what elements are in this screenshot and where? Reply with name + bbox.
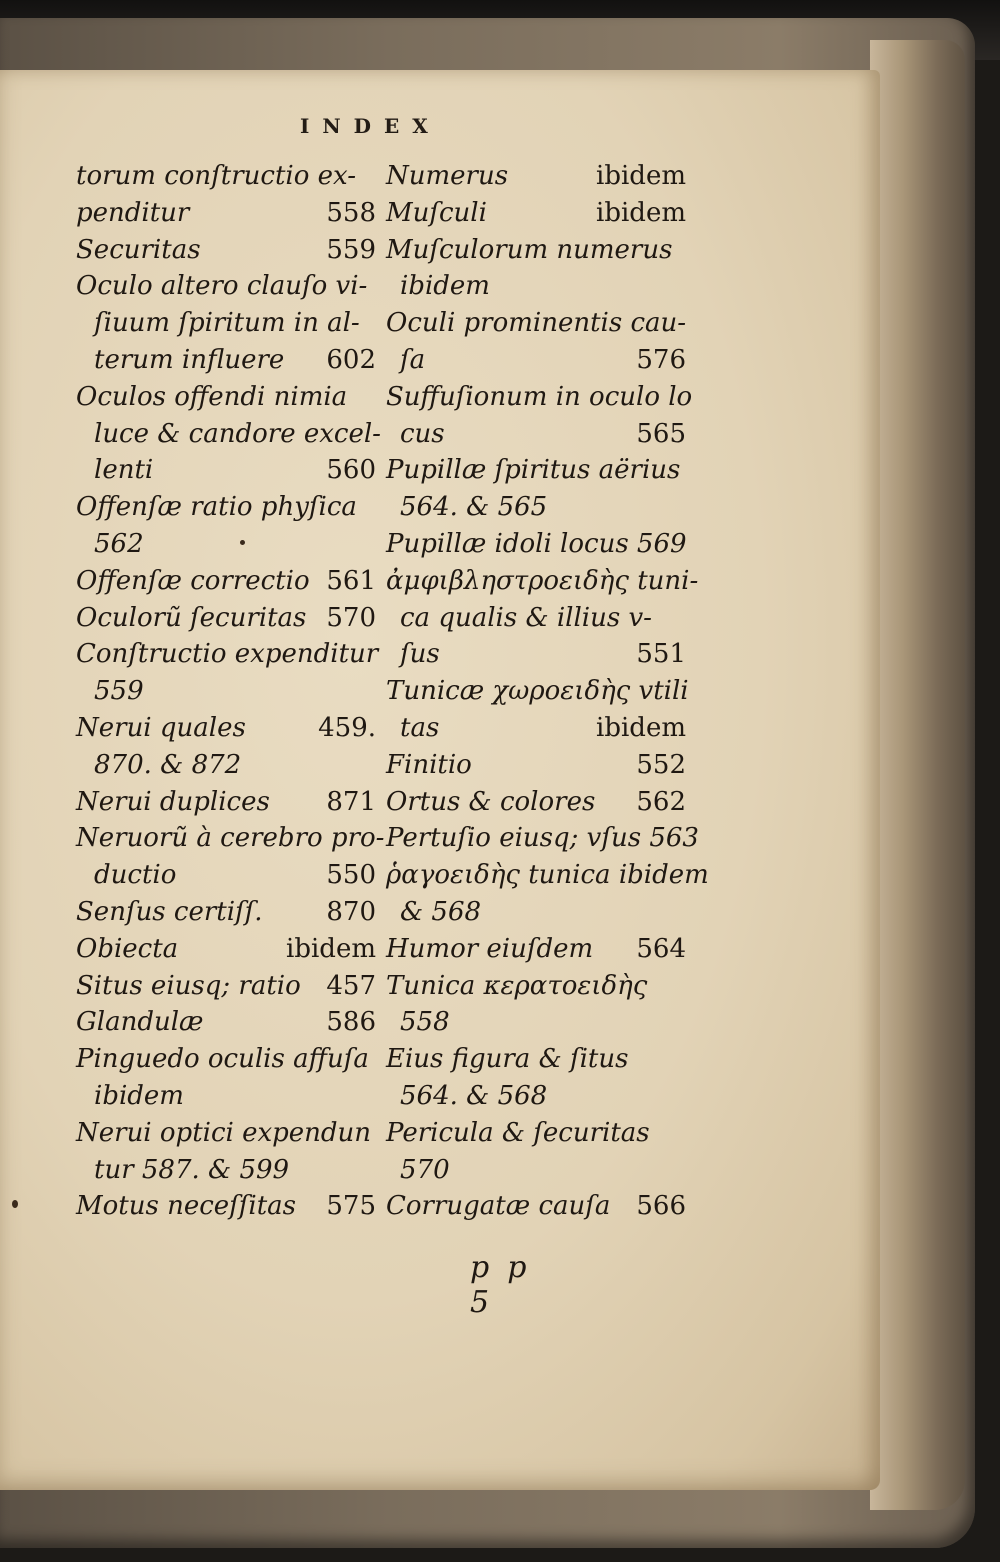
right-index-entry	[386, 489, 686, 526]
right-index-entry	[386, 416, 686, 453]
left-index-entry	[76, 526, 376, 563]
entry-text: 559	[94, 676, 144, 707]
entry-text: Oculo altero clauſo vi-	[76, 271, 368, 302]
entry-text: 570	[400, 1154, 450, 1185]
left-index-entry	[76, 673, 376, 710]
left-index-entry	[76, 416, 381, 453]
entry-text: penditur	[76, 197, 190, 228]
entry-page-ref: 562	[636, 786, 686, 817]
right-index-entry	[386, 379, 693, 416]
right-index-entry	[386, 857, 709, 894]
entry-text: Pinguedo oculis affuſa	[76, 1044, 369, 1075]
entry-text: 870. & 872	[94, 749, 242, 780]
entry-text: Tunicæ χωροειδὴς vtili	[386, 676, 689, 707]
entry-text: Suffuſionum in oculo lo	[386, 381, 693, 412]
entry-page-ref: 551	[636, 639, 686, 670]
entry-text: Pupillæ idoli locus 569	[386, 528, 687, 559]
left-index-entry	[76, 636, 379, 673]
right-index-entry	[386, 747, 686, 784]
right-index-entry	[386, 673, 689, 710]
right-index-entry	[386, 784, 686, 821]
entry-text: torum conſtructio ex-	[76, 161, 357, 191]
entry-text: luce & candore excel-	[94, 418, 381, 449]
right-index-entry	[386, 305, 686, 342]
left-index-entry	[76, 857, 376, 894]
left-index-entry	[76, 1115, 376, 1152]
entry-page-ref: 570	[326, 602, 376, 633]
entry-page-ref: 576	[636, 344, 686, 375]
entry-text: 558	[400, 1007, 450, 1038]
right-index-entry	[386, 820, 699, 857]
right-index-entry	[386, 1188, 686, 1225]
entry-text: Situs eiusq; ratio	[76, 970, 301, 1001]
left-index-entry	[76, 747, 376, 784]
left-index-entry	[76, 563, 376, 600]
entry-page-ref: 459.	[318, 712, 376, 743]
entry-text: 564. & 565	[400, 492, 548, 523]
left-index-entry	[76, 158, 376, 195]
entry-text: ductio	[94, 860, 177, 891]
entry-page-ref: ibidem	[596, 197, 686, 228]
entry-page-ref: 871	[326, 786, 376, 817]
right-index-entry	[386, 1004, 686, 1041]
left-index-entry	[76, 600, 376, 637]
left-index-entry	[76, 452, 376, 489]
entry-page-ref: 457	[326, 970, 376, 1001]
right-index-entry	[386, 563, 699, 600]
entry-text: ἀμφιβληστροειδὴς tuni-	[386, 565, 699, 596]
entry-text: Muſculorum numerus	[386, 234, 673, 265]
entry-text: Neruorũ à cerebro pro-	[76, 823, 385, 854]
entry-text: Obiecta	[76, 933, 179, 964]
running-head: INDEX	[300, 114, 441, 138]
entry-page-ref: 552	[636, 749, 686, 780]
entry-text: cus	[400, 418, 445, 449]
entry-text: Oculi prominentis cau-	[386, 308, 687, 339]
entry-text: Pertuſio eiusq; vſus 563	[386, 823, 699, 854]
ink-speck	[12, 1200, 18, 1208]
left-index-entry	[76, 1188, 376, 1225]
left-index-entry	[76, 1078, 376, 1115]
right-index-entry	[386, 526, 686, 563]
left-index-entry	[76, 195, 376, 232]
entry-text: tas	[400, 712, 440, 743]
right-index-entry	[386, 452, 686, 489]
entry-text: Conſtructio expenditur	[76, 639, 379, 670]
entry-page-ref: 559	[326, 234, 376, 265]
entry-page-ref: ibidem	[596, 712, 686, 743]
entry-text: Nerui optici expendun	[76, 1117, 372, 1148]
entry-text: Oculorũ ſecuritas	[76, 602, 307, 633]
left-index-entry	[76, 342, 376, 379]
book-page	[0, 70, 880, 1490]
entry-page-ref: 550	[326, 860, 376, 891]
entry-text: tur 587. & 599	[94, 1154, 290, 1185]
entry-text: Offenſæ ratio phyſica	[76, 492, 357, 523]
right-index-entry	[386, 710, 686, 747]
left-index-entry	[76, 894, 376, 931]
entry-text: Humor eiuſdem	[386, 933, 594, 964]
entry-text: Nerui duplices	[76, 786, 270, 817]
left-index-entry	[76, 1041, 376, 1078]
entry-text: ῥαγοειδὴς tunica ibidem	[386, 860, 709, 891]
right-index-entry	[386, 158, 686, 195]
entry-page-ref: 560	[326, 455, 376, 486]
left-index-entry	[76, 968, 376, 1005]
entry-page-ref: 558	[326, 197, 376, 228]
right-index-entry	[386, 342, 686, 379]
entry-text: Senſus certiſſ.	[76, 896, 263, 927]
entry-page-ref: 564	[636, 933, 686, 964]
right-index-entry	[386, 1115, 686, 1152]
page-edges	[870, 40, 965, 1510]
entry-text: Eius figura & ſitus	[386, 1044, 629, 1075]
entry-text: Pericula & ſecuritas	[386, 1117, 650, 1148]
index-column-left	[76, 158, 385, 1225]
index-column-right	[386, 158, 709, 1225]
entry-text: 564. & 568	[400, 1080, 548, 1111]
left-index-entry	[76, 1152, 376, 1189]
entry-page-ref: 561	[326, 565, 376, 596]
right-index-entry	[386, 195, 686, 232]
left-index-entry	[76, 232, 376, 269]
right-index-entry	[386, 1041, 686, 1078]
entry-page-ref: 602	[326, 344, 376, 375]
left-index-entry	[76, 1004, 376, 1041]
right-index-entry	[386, 600, 686, 637]
left-index-entry	[76, 305, 376, 342]
entry-text: ſa	[400, 344, 426, 375]
entry-text: ca qualis & illius v-	[400, 602, 652, 633]
signature-mark: pp 5	[470, 1250, 545, 1320]
entry-page-ref: 566	[636, 1191, 686, 1222]
entry-text: ibidem	[94, 1080, 184, 1111]
entry-text: Ortus & colores	[386, 786, 596, 817]
entry-text: Offenſæ correctio	[76, 565, 310, 596]
entry-page-ref: ibidem	[286, 933, 376, 964]
entry-text: 562	[94, 528, 144, 559]
entry-text: ibidem	[400, 271, 490, 302]
right-index-entry	[386, 232, 686, 269]
entry-text: & 568	[400, 896, 482, 927]
entry-text: Numerus	[386, 161, 509, 191]
right-index-entry	[386, 894, 686, 931]
entry-text: Finitio	[386, 749, 472, 780]
entry-text: Motus neceſſitas	[76, 1191, 297, 1222]
entry-text: Nerui quales	[76, 712, 246, 743]
left-index-entry	[76, 379, 376, 416]
entry-page-ref: ibidem	[596, 161, 686, 191]
left-index-entry	[76, 489, 376, 526]
entry-text: Tunica κερατοειδὴς	[386, 970, 648, 1001]
entry-text: ſiuum ſpiritum in al-	[94, 308, 360, 339]
entry-page-ref: 586	[326, 1007, 376, 1038]
right-index-entry	[386, 1152, 686, 1189]
entry-text: Muſculi	[386, 197, 487, 228]
left-index-entry	[76, 268, 376, 305]
entry-text: Securitas	[76, 234, 201, 265]
right-index-entry	[386, 268, 686, 305]
right-index-entry	[386, 931, 686, 968]
entry-page-ref: 565	[636, 418, 686, 449]
entry-page-ref: 575	[326, 1191, 376, 1222]
entry-text: Oculos offendi nimia	[76, 381, 348, 412]
entry-text: Glandulæ	[76, 1007, 204, 1038]
entry-page-ref: 870	[326, 896, 376, 927]
right-index-entry	[386, 636, 686, 673]
ink-speck	[240, 540, 245, 545]
left-index-entry	[76, 784, 376, 821]
left-index-entry	[76, 710, 376, 747]
left-index-entry	[76, 931, 376, 968]
right-index-entry	[386, 1078, 686, 1115]
right-index-entry	[386, 968, 686, 1005]
entry-text: Corrugatæ cauſa	[386, 1191, 611, 1222]
entry-text: ſus	[400, 639, 440, 670]
entry-text: Pupillæ ſpiritus aërius	[386, 455, 681, 486]
entry-text: lenti	[94, 455, 154, 486]
entry-text: terum influere	[94, 344, 285, 375]
left-index-entry	[76, 820, 385, 857]
